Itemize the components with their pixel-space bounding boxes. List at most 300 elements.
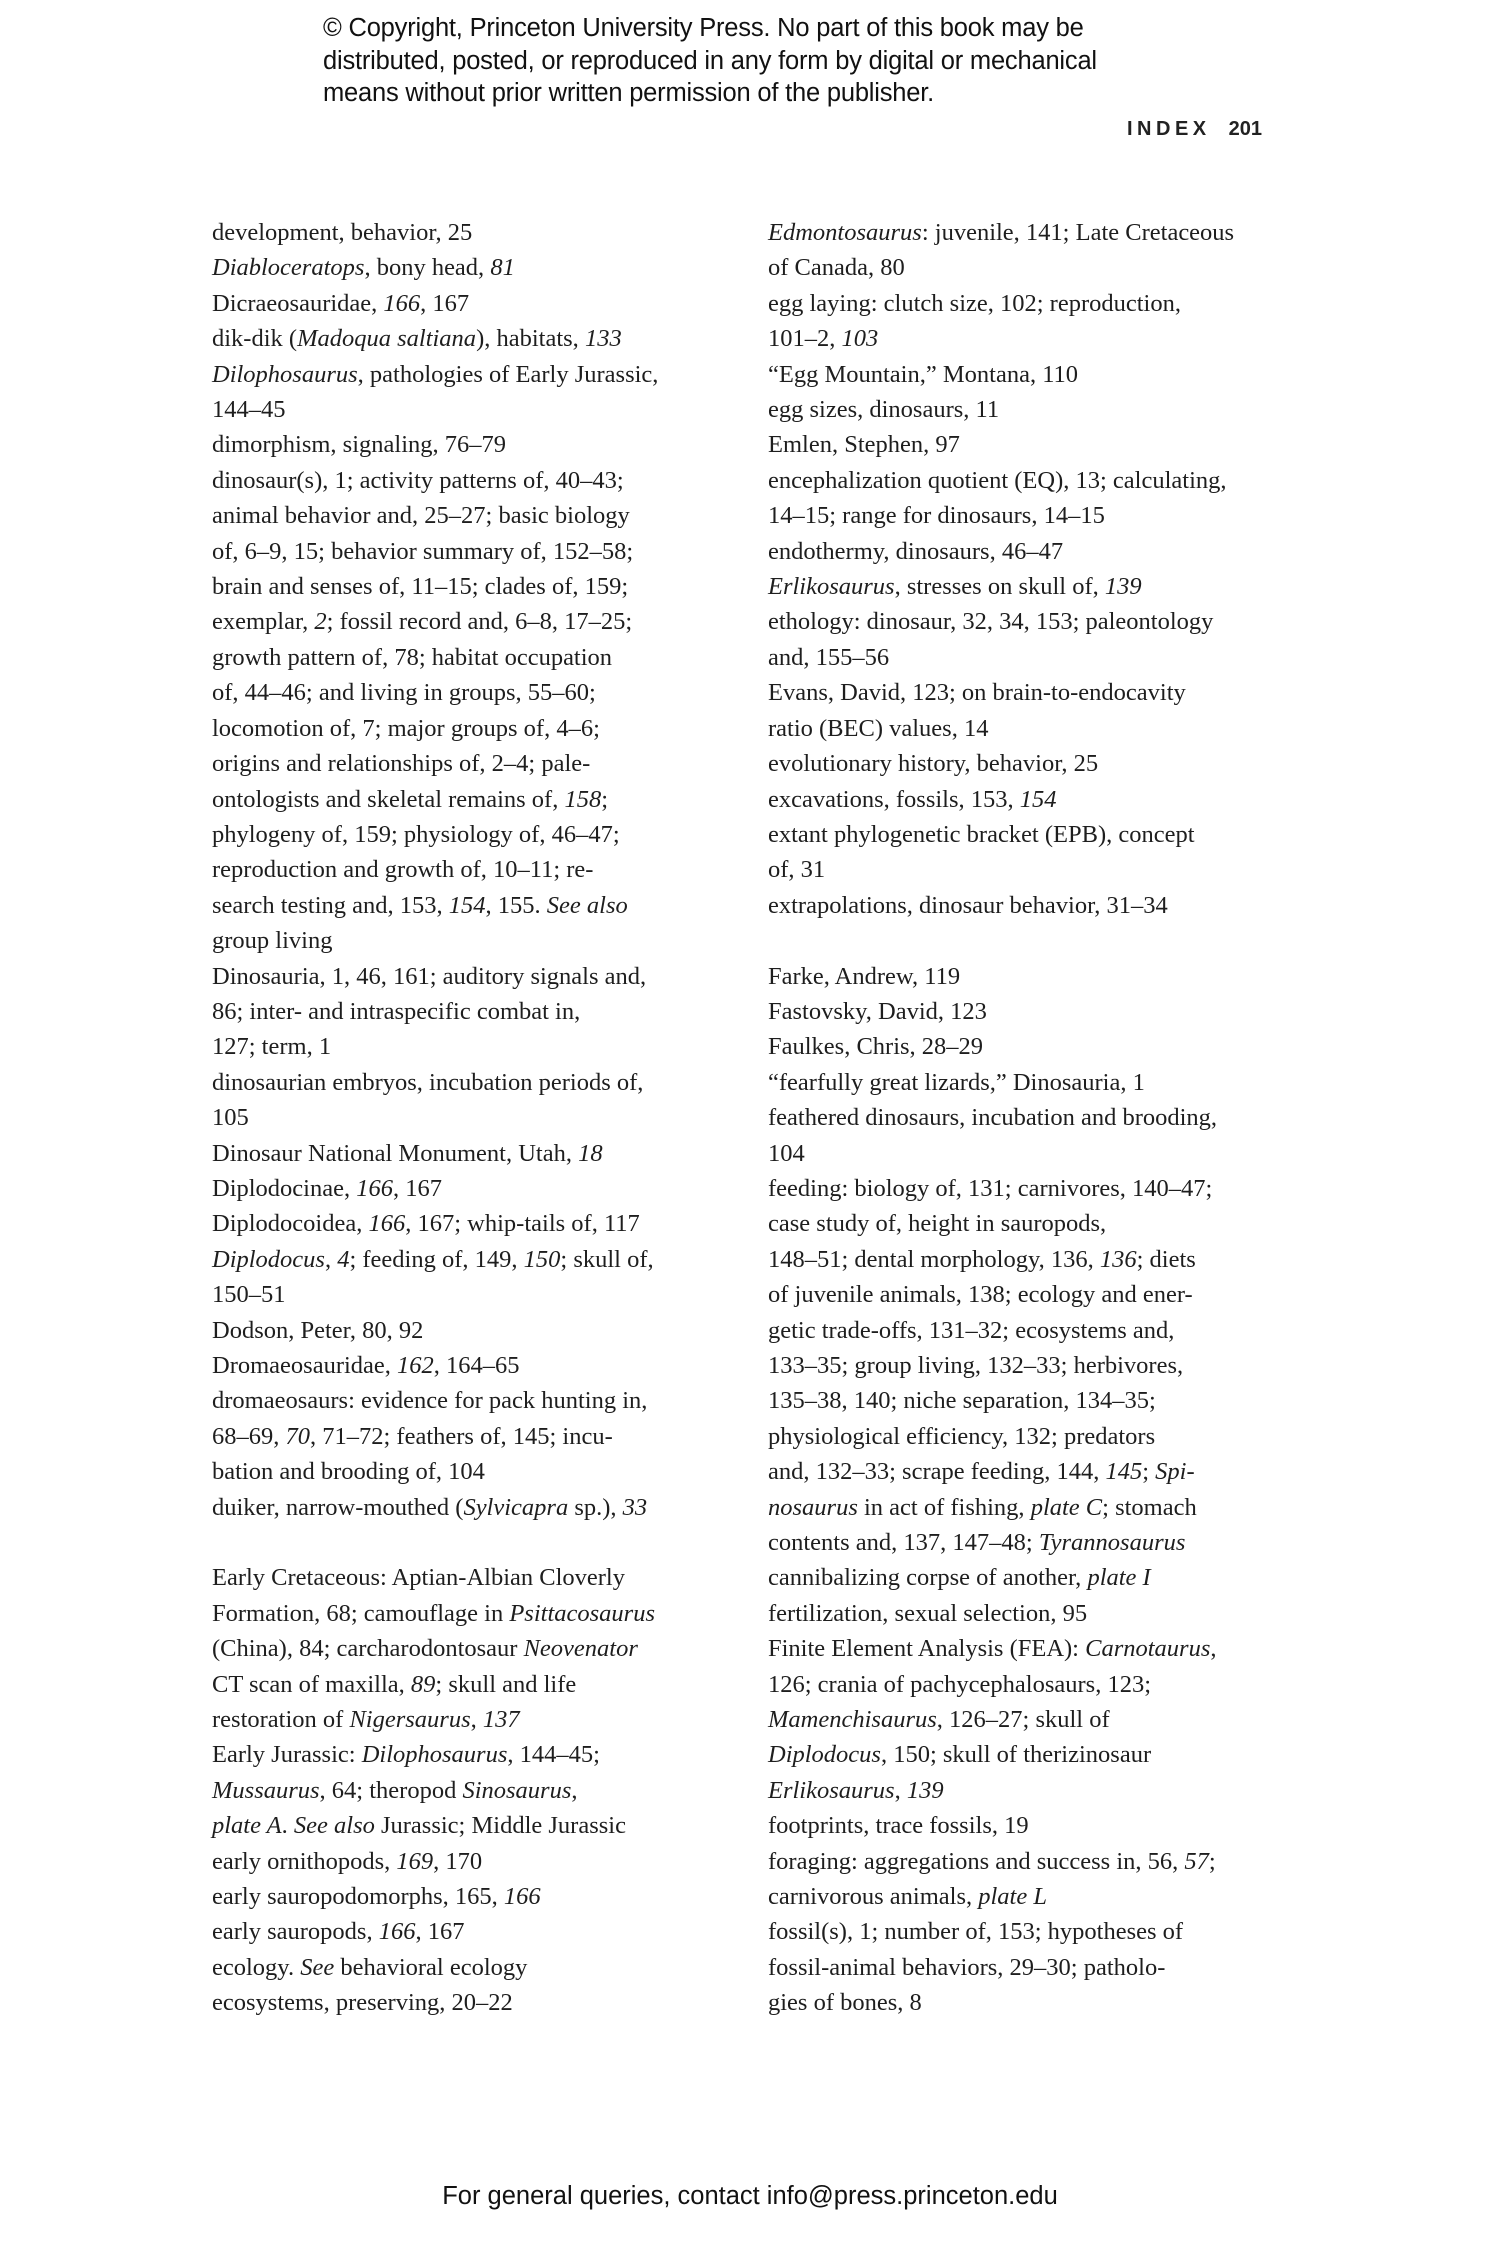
index-entry xyxy=(768,1100,1298,1171)
text: phylogeny of, 159; physiology of, 46–47; xyxy=(212,820,620,848)
text: 104 xyxy=(768,1139,805,1167)
italic-text: 139 xyxy=(906,1776,944,1804)
italic-text: 70 xyxy=(285,1422,310,1450)
italic-text: 166 xyxy=(378,1918,416,1946)
text: reproduction and growth of, 10–11; re- xyxy=(212,856,594,884)
index-entry xyxy=(212,1206,732,1241)
running-head xyxy=(1127,118,1262,141)
text: ecology. xyxy=(212,1953,301,1981)
text: , 155. xyxy=(485,891,547,919)
text: ), habitats, xyxy=(476,325,585,353)
text: and, 132–33; scrape feeding, 144, xyxy=(768,1458,1106,1486)
text: getic trade-offs, 131–32; ecosystems and, xyxy=(768,1316,1175,1344)
text: dromaeosaurs: evidence for pack hunting in, xyxy=(212,1387,648,1415)
index-entry-heading-line xyxy=(768,959,1298,994)
text: brain and senses of, 11–15; clades of, 159; xyxy=(212,573,629,601)
text: case study of, height in sauropods, xyxy=(768,1210,1107,1238)
index-entry-continuation-line xyxy=(768,1950,1298,1985)
index-entry xyxy=(212,1136,732,1171)
index-entry-continuation-line xyxy=(768,1277,1298,1312)
index-entry xyxy=(212,250,732,285)
index-entry-heading-line xyxy=(212,1844,732,1879)
text: dimorphism, signaling, 76–79 xyxy=(212,431,506,459)
text: , 71–72; feathers of, 145; incu- xyxy=(310,1422,613,1450)
index-entry-continuation-line xyxy=(212,1631,732,1666)
index-entry-heading-line xyxy=(212,1879,732,1914)
italic-text: 145 xyxy=(1105,1458,1143,1486)
index-entry-continuation-line xyxy=(768,1737,1298,1772)
index-entry-continuation-line xyxy=(768,711,1298,746)
italic-text: Dilophosaurus xyxy=(361,1741,508,1769)
index-entry-continuation-line xyxy=(212,569,732,604)
text: , xyxy=(1210,1635,1217,1663)
index-entry-continuation-line xyxy=(768,1383,1298,1418)
index-entry xyxy=(768,569,1298,604)
index-entry-heading-line xyxy=(768,1914,1298,1949)
text: ; skull of, xyxy=(560,1245,654,1273)
text: 135–38, 140; niche separation, 134–35; xyxy=(768,1387,1156,1415)
text: feathered dinosaurs, incubation and brooding, xyxy=(768,1104,1218,1132)
text: of, 44–46; and living in groups, 55–60; xyxy=(212,679,596,707)
index-entry xyxy=(212,1383,732,1489)
index-entry xyxy=(212,357,732,428)
index-entry-continuation-line xyxy=(768,1419,1298,1454)
index-entry-continuation-line xyxy=(768,1206,1298,1241)
text: “Egg Mountain,” Montana, 110 xyxy=(768,360,1079,388)
text: , 164–65 xyxy=(433,1352,520,1379)
index-entry-heading-line xyxy=(212,1914,732,1949)
text: and, 155–56 xyxy=(768,643,890,671)
index-entry xyxy=(768,427,1298,462)
text: 133–35; group living, 132–33; herbivores, xyxy=(768,1351,1184,1379)
index-entry-continuation-line xyxy=(212,1454,732,1489)
index-entry-heading-line xyxy=(768,817,1298,852)
index-entry-heading-line xyxy=(212,1383,732,1418)
index-entry-continuation-line xyxy=(768,1348,1298,1383)
text: dinosaur(s), 1; activity patterns of, 40–43; xyxy=(212,466,624,494)
text: , xyxy=(470,1706,483,1734)
index-entry xyxy=(212,1313,732,1348)
italic-text: Mamenchisaurus xyxy=(768,1706,937,1734)
text: , xyxy=(324,1245,338,1273)
italic-text: 18 xyxy=(578,1139,603,1167)
italic-text: 133 xyxy=(584,325,622,353)
index-entry-heading-line xyxy=(212,1348,732,1383)
index-entry-continuation-line xyxy=(768,250,1298,285)
index-entry xyxy=(768,392,1298,427)
index-entry xyxy=(212,1985,732,2020)
text: , 126–27; skull of xyxy=(936,1706,1110,1734)
text: Jurassic; Middle Jurassic xyxy=(374,1812,626,1840)
index-entry-heading-line xyxy=(768,427,1298,462)
text: 126; crania of pachycephalosaurs, 123; xyxy=(768,1670,1152,1698)
text: ; xyxy=(1142,1458,1156,1486)
italic-text: See xyxy=(300,1953,335,1981)
text: gies of bones, 8 xyxy=(768,1989,922,2017)
index-entry xyxy=(768,1808,1298,1843)
italic-text: plate L xyxy=(978,1883,1047,1911)
index-entry-continuation-line xyxy=(212,392,732,427)
text: ethology: dinosaur, 32, 34, 153; paleontology xyxy=(768,608,1214,636)
index-entry-heading-line xyxy=(212,286,732,321)
index-entry xyxy=(212,1950,732,1985)
index-entry-heading-line xyxy=(768,215,1298,250)
index-entry-heading-line xyxy=(768,746,1298,781)
text: behavioral ecology xyxy=(334,1953,528,1981)
text: , 167 xyxy=(415,1918,465,1946)
index-entry xyxy=(212,427,732,462)
index-entry xyxy=(768,1914,1298,2020)
text: duiker, narrow-mouthed ( xyxy=(212,1493,464,1521)
text: : juvenile, 141; Late Cretaceous xyxy=(921,219,1235,246)
text: contents and, 137, 147–48; xyxy=(768,1529,1039,1557)
text: , 167; whip-tails of, 117 xyxy=(405,1210,640,1238)
letter-group-spacer xyxy=(212,1525,732,1560)
text: 150–51 xyxy=(212,1281,286,1309)
italic-text: Madoqua saltiana xyxy=(297,325,477,353)
italic-text: 162 xyxy=(397,1352,434,1379)
text: ; feeding of, 149, xyxy=(349,1245,524,1273)
text: Dinosaur National Monument, Utah, xyxy=(212,1139,579,1167)
index-entry-continuation-line xyxy=(768,1136,1298,1171)
index-entry xyxy=(212,1171,732,1206)
index-entry-continuation-line xyxy=(768,1773,1298,1808)
index-entry xyxy=(212,1348,732,1383)
text: growth pattern of, 78; habitat occupation xyxy=(212,643,613,671)
index-entry-continuation-line xyxy=(768,321,1298,356)
index-entry-continuation-line xyxy=(768,1490,1298,1525)
text: (China), 84; carcharodontosaur xyxy=(212,1635,524,1663)
italic-text: Nigersaurus xyxy=(349,1706,471,1734)
copyright-line: distributed, posted, or reproduced in any form by digital or mechanical xyxy=(323,46,1097,75)
index-entry-heading-line xyxy=(768,569,1298,604)
text: Dromaeosauridae, xyxy=(212,1352,398,1379)
text: exemplar, xyxy=(212,608,315,636)
text: footprints, trace fossils, 19 xyxy=(768,1812,1029,1840)
text: group living xyxy=(212,927,333,955)
index-entry-heading-line xyxy=(212,1171,732,1206)
text: in act of fishing, xyxy=(857,1493,1031,1521)
text: ; skull and life xyxy=(435,1670,577,1698)
italic-text: nosaurus xyxy=(768,1493,858,1521)
index-entry-heading-line xyxy=(212,1737,732,1772)
text: origins and relationships of, 2–4; pale- xyxy=(212,750,591,778)
text: egg sizes, dinosaurs, 11 xyxy=(768,396,1000,424)
text: Dicraeosauridae, xyxy=(212,289,384,317)
index-entry-continuation-line xyxy=(212,1773,732,1808)
index-entry xyxy=(212,1737,732,1843)
copyright-line: © Copyright, Princeton University Press. No part of this book may be xyxy=(323,14,1084,42)
text: endothermy, dinosaurs, 46–47 xyxy=(768,537,1064,565)
text: Early Jurassic: xyxy=(212,1741,362,1769)
text: 101–2, xyxy=(768,325,842,353)
index-entry-heading-line xyxy=(768,994,1298,1029)
index-entry-heading-line xyxy=(768,1171,1298,1206)
index-entry-heading-line xyxy=(768,463,1298,498)
text: , 144–45; xyxy=(507,1741,600,1769)
index-entry-heading-line xyxy=(212,215,732,250)
index-entry-heading-line xyxy=(212,1313,732,1348)
text: Faulkes, Chris, 28–29 xyxy=(768,1033,984,1061)
index-entry-continuation-line xyxy=(212,888,732,923)
text: Dodson, Peter, 80, 92 xyxy=(212,1316,424,1344)
text: “fearfully great lizards,” Dinosauria, 1 xyxy=(768,1068,1145,1096)
index-entry-heading-line xyxy=(768,1844,1298,1879)
italic-text: See also xyxy=(293,1812,375,1840)
italic-text: plate I xyxy=(1087,1564,1151,1592)
text: , 167 xyxy=(420,289,470,317)
index-entry-continuation-line xyxy=(212,1596,732,1631)
index-entry xyxy=(768,1631,1298,1808)
text: ratio (BEC) values, 14 xyxy=(768,714,989,742)
index-entry-heading-line xyxy=(212,1065,732,1100)
italic-text: Erlikosaurus xyxy=(768,573,895,601)
index-entry-continuation-line xyxy=(768,1667,1298,1702)
text: locomotion of, 7; major groups of, 4–6; xyxy=(212,714,600,742)
index-entry xyxy=(768,888,1298,923)
index-entry-continuation-line xyxy=(768,1985,1298,2020)
index-entry-continuation-line xyxy=(768,852,1298,887)
index-entry xyxy=(212,1879,732,1914)
text: dinosaurian embryos, incubation periods of, xyxy=(212,1068,644,1096)
italic-text: Carnotaurus xyxy=(1085,1635,1211,1663)
index-entry xyxy=(768,463,1298,534)
index-entry-heading-line xyxy=(768,604,1298,639)
text: restoration of xyxy=(212,1706,350,1734)
text: 105 xyxy=(212,1104,249,1132)
italic-text: 166 xyxy=(383,289,421,317)
index-entry xyxy=(212,1914,732,1949)
index-entry-continuation-line xyxy=(212,923,732,958)
index-entry-continuation-line xyxy=(212,640,732,675)
italic-text: 89 xyxy=(410,1670,436,1698)
index-entry-heading-line xyxy=(768,1029,1298,1064)
italic-text: Sylvicapra xyxy=(463,1493,569,1521)
text: physiological efficiency, 132; predators xyxy=(768,1422,1156,1450)
text: 86; inter- and intraspecific combat in, xyxy=(212,997,581,1025)
index-entry-continuation-line xyxy=(212,852,732,887)
index-entry-heading-line xyxy=(212,1490,732,1525)
index-entry xyxy=(212,1242,732,1313)
italic-text: 2 xyxy=(314,608,327,636)
index-entry xyxy=(212,1490,732,1525)
page-number: 201 xyxy=(1228,118,1262,140)
index-entry-continuation-line xyxy=(212,498,732,533)
index-entry-continuation-line xyxy=(212,746,732,781)
index-entry xyxy=(212,1844,732,1879)
text: early sauropodomorphs, 165, xyxy=(212,1883,504,1911)
text: ontologists and skeletal remains of, xyxy=(212,785,565,813)
italic-text: 81 xyxy=(490,254,515,282)
text: development, behavior, 25 xyxy=(212,219,473,246)
italic-text: 57 xyxy=(1184,1847,1209,1875)
text: fertilization, sexual selection, 95 xyxy=(768,1599,1088,1627)
copyright-line: means without prior written permission of the publisher. xyxy=(323,79,935,107)
text: Formation, 68; camouflage in xyxy=(212,1599,510,1627)
text: fossil-animal behaviors, 29–30; patholo- xyxy=(768,1953,1166,1981)
index-entry-continuation-line xyxy=(212,782,732,817)
index-entry-continuation-line xyxy=(768,640,1298,675)
index-entry-continuation-line xyxy=(212,675,732,710)
text: extrapolations, dinosaur behavior, 31–34 xyxy=(768,891,1168,919)
italic-text: 166 xyxy=(368,1210,406,1238)
copyright-notice xyxy=(323,12,1223,110)
index-entry-heading-line xyxy=(212,1242,732,1277)
index-entry-heading-line xyxy=(212,357,732,392)
index-column-left xyxy=(212,215,732,2021)
index-entry-heading-line xyxy=(212,1985,732,2020)
index-entry-continuation-line xyxy=(212,604,732,639)
text: bation and brooding of, 104 xyxy=(212,1458,485,1486)
text: evolutionary history, behavior, 25 xyxy=(768,750,1099,778)
text: feeding: biology of, 131; carnivores, 140–47; xyxy=(768,1174,1213,1202)
text: ; stomach xyxy=(1102,1493,1197,1521)
index-entry-continuation-line xyxy=(768,1702,1298,1737)
italic-text: See also xyxy=(546,891,628,919)
index-entry-heading-line xyxy=(212,1950,732,1985)
index-entry-continuation-line xyxy=(212,534,732,569)
text: , 64; theropod xyxy=(319,1776,463,1804)
italic-text: plate C xyxy=(1030,1493,1103,1521)
index-entry-continuation-line xyxy=(212,1419,732,1454)
text: extant phylogenetic bracket (EPB), concept xyxy=(768,820,1195,848)
index-entry-continuation-line xyxy=(212,994,732,1029)
text: Diplodocoidea, xyxy=(212,1210,369,1238)
italic-text: 139 xyxy=(1104,573,1142,601)
index-entry-heading-line xyxy=(212,321,732,356)
index-entry-continuation-line xyxy=(212,711,732,746)
index-entry xyxy=(768,357,1298,392)
text: ; fossil record and, 6–8, 17–25; xyxy=(326,608,633,636)
index-entry-continuation-line xyxy=(768,1242,1298,1277)
text: , 170 xyxy=(433,1847,483,1875)
index-entry-heading-line xyxy=(212,1560,732,1595)
italic-text: 150 xyxy=(523,1245,561,1273)
index-entry-heading-line xyxy=(212,427,732,462)
italic-text: 103 xyxy=(841,325,879,353)
index-entry-continuation-line xyxy=(768,1525,1298,1560)
text: , xyxy=(571,1776,578,1804)
index-entry-continuation-line xyxy=(768,1454,1298,1489)
text: animal behavior and, 25–27; basic biology xyxy=(212,502,630,530)
index-entry-heading-line xyxy=(212,1206,732,1241)
index-entry-continuation-line xyxy=(212,1100,732,1135)
text: 144–45 xyxy=(212,396,286,424)
italic-text: Psittacosaurus xyxy=(509,1599,655,1627)
text: Evans, David, 123; on brain-to-endocavity xyxy=(768,679,1186,707)
index-entry-continuation-line xyxy=(768,1879,1298,1914)
index-entry xyxy=(212,1560,732,1737)
text: cannibalizing corpse of another, xyxy=(768,1564,1088,1592)
text: , 167 xyxy=(393,1174,442,1202)
index-entry-heading-line xyxy=(768,888,1298,923)
italic-text: Spi- xyxy=(1155,1458,1195,1486)
index-entry xyxy=(768,746,1298,781)
index-entry-heading-line xyxy=(768,392,1298,427)
italic-text: 166 xyxy=(503,1883,541,1911)
index-entry xyxy=(768,286,1298,357)
index-entry xyxy=(212,463,732,959)
index-entry-continuation-line xyxy=(212,1277,732,1312)
text: carnivorous animals, xyxy=(768,1883,979,1911)
text: Diplodocinae, xyxy=(212,1174,357,1202)
text: Dinosauria, 1, 46, 161; auditory signals and, xyxy=(212,962,647,990)
text: sp.), xyxy=(568,1493,623,1521)
index-entry xyxy=(768,782,1298,817)
index-entry-heading-line xyxy=(768,1100,1298,1135)
italic-text: 4 xyxy=(337,1245,350,1273)
text: fossil(s), 1; number of, 153; hypotheses of xyxy=(768,1918,1184,1946)
index-entry-heading-line xyxy=(768,1808,1298,1843)
index-entry xyxy=(768,534,1298,569)
italic-text: 166 xyxy=(356,1174,393,1202)
text: excavations, fossils, 153, xyxy=(768,785,1020,813)
text: ; xyxy=(601,785,609,813)
index-entry xyxy=(768,1171,1298,1596)
index-entry-heading-line xyxy=(768,534,1298,569)
text: ; xyxy=(1208,1847,1216,1875)
text: dik-dik ( xyxy=(212,325,298,353)
text: of, 31 xyxy=(768,856,826,884)
italic-text: Diplodocus xyxy=(768,1741,881,1769)
text: foraging: aggregations and success in, 56, xyxy=(768,1847,1185,1875)
index-entry xyxy=(212,286,732,321)
index-entry xyxy=(768,675,1298,746)
index-entry-continuation-line xyxy=(212,1808,732,1843)
text: egg laying: clutch size, 102; reproduction, xyxy=(768,289,1181,317)
text: , xyxy=(894,1776,907,1804)
index-entry-heading-line xyxy=(212,1136,732,1171)
italic-text: Sinosaurus xyxy=(462,1776,572,1804)
text: Fastovsky, David, 123 xyxy=(768,997,987,1025)
index-entry-heading-line xyxy=(768,1596,1298,1631)
italic-text: Diabloceratops xyxy=(212,254,365,282)
text: ; diets xyxy=(1136,1245,1196,1273)
text: search testing and, 153, xyxy=(212,891,449,919)
text: 14–15; range for dinosaurs, 14–15 xyxy=(768,502,1105,530)
index-entry-heading-line xyxy=(768,286,1298,321)
letter-group-spacer xyxy=(768,923,1298,958)
index-entry xyxy=(768,215,1298,286)
text: Finite Element Analysis (FEA): xyxy=(768,1635,1086,1663)
footer-contact: For general queries, contact info@press.princeton.edu xyxy=(442,2182,1058,2210)
text: of juvenile animals, 138; ecology and ener- xyxy=(768,1281,1193,1309)
text: , bony head, xyxy=(364,254,491,282)
text: Farke, Andrew, 119 xyxy=(768,962,961,990)
text: early ornithopods, xyxy=(212,1847,397,1875)
text: , stresses on skull of, xyxy=(894,573,1105,601)
text: encephalization quotient (EQ), 13; calculating, xyxy=(768,466,1227,494)
index-entry-heading-line xyxy=(768,1065,1298,1100)
italic-text: 137 xyxy=(482,1706,520,1734)
text: . xyxy=(281,1812,294,1840)
index-entry xyxy=(768,994,1298,1029)
index-entry xyxy=(212,215,732,250)
italic-text: 154 xyxy=(1019,785,1057,813)
index-entry-continuation-line xyxy=(212,817,732,852)
text: 148–51; dental morphology, 136, xyxy=(768,1245,1100,1273)
italic-text: Dilophosaurus xyxy=(212,360,358,388)
index-entry-heading-line xyxy=(212,959,732,994)
index-entry-heading-line xyxy=(768,782,1298,817)
index-entry xyxy=(768,1596,1298,1631)
italic-text: 158 xyxy=(564,785,602,813)
index-entry-continuation-line xyxy=(768,1313,1298,1348)
italic-text: Edmontosaurus xyxy=(768,219,922,246)
section-label: INDEX xyxy=(1127,118,1211,140)
index-entry xyxy=(768,817,1298,888)
index-entry-continuation-line xyxy=(212,1667,732,1702)
